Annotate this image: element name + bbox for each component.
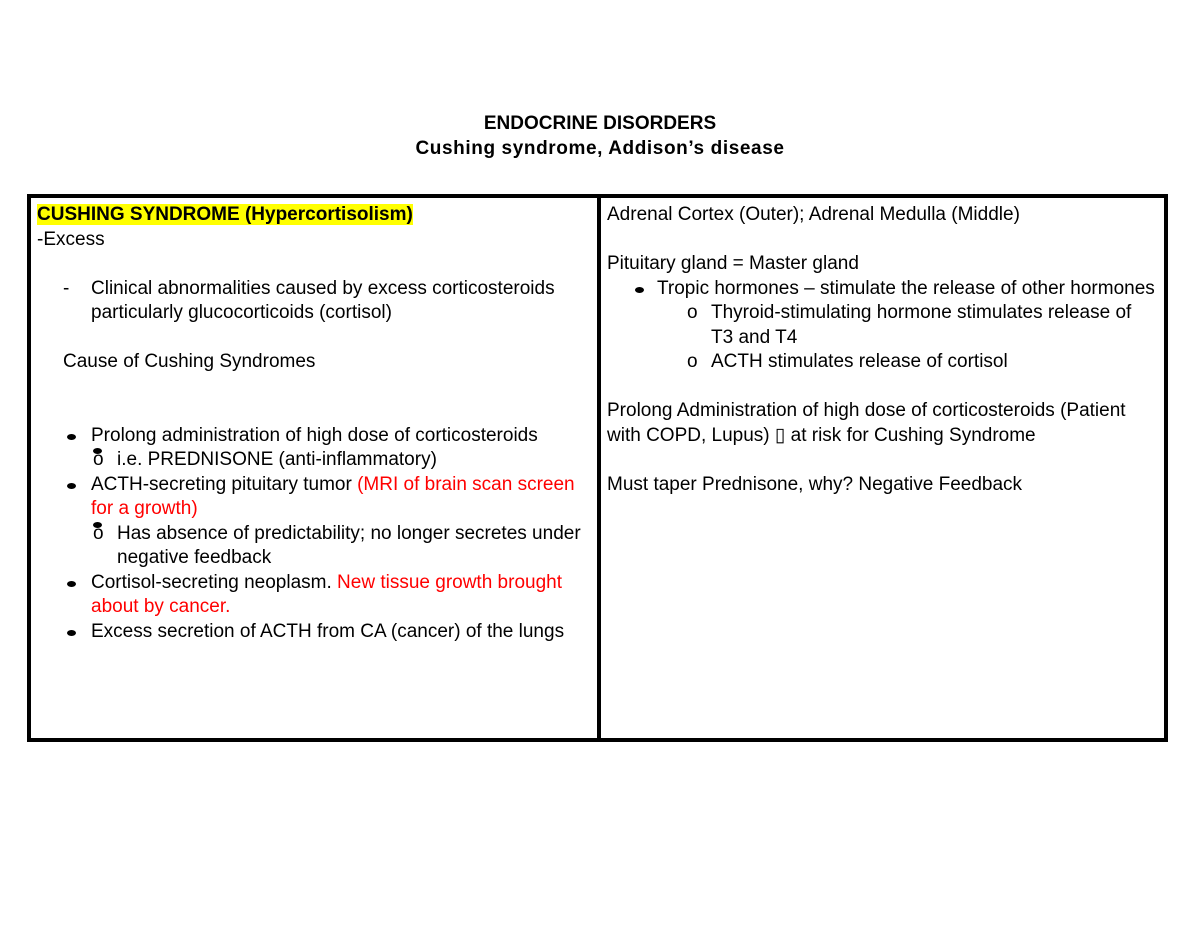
cause-sub-1 — [37, 448, 591, 473]
cause-list — [37, 424, 591, 645]
bullet-icon — [67, 483, 76, 489]
dash-marker: - — [63, 277, 70, 299]
tropic-sub-1 — [607, 301, 1158, 350]
prolong-line: Prolong Administration of high dose of corticosteroids (Patient with COPD, Lupus) ▯ at risk for Cushing Syndrome — [607, 400, 1126, 446]
cause-item-4 — [37, 620, 591, 645]
tropic-list — [607, 277, 1158, 302]
cause-sub-text-1: i.e. PREDNISONE (anti-inflammatory) — [117, 449, 437, 470]
bullet-icon — [67, 434, 76, 440]
cause-text-3: Cortisol-secreting neoplasm. — [91, 571, 338, 593]
document-header — [0, 111, 1200, 161]
cushing-heading: CUSHING SYNDROME (Hypercortisolism) — [37, 204, 413, 225]
notes-table — [27, 194, 1168, 742]
cause-note-2: (MRI of brain scan screen for a growth) — [91, 473, 575, 519]
cause-sub-2 — [37, 522, 591, 571]
dash-item-text: Clinical abnormalities caused by excess corticosteroids particularly glucocorticoids (cortisol) — [91, 277, 555, 323]
cause-item-2 — [37, 473, 591, 571]
tropic-sub-text-1: Thyroid-stimulating hormone stimulates release of T3 and T4 — [711, 302, 1132, 348]
cause-item-3 — [37, 571, 591, 620]
tropic-sub-2 — [607, 350, 1158, 375]
sub-marker: o — [93, 522, 104, 544]
dash-list — [37, 277, 591, 326]
document-subtitle: Cushing syndrome, Addison’s disease — [415, 138, 785, 159]
taper-line: Must taper Prednisone, why? Negative Feedback — [607, 473, 1023, 495]
cause-text-2: ACTH-secreting pituitary tumor — [91, 473, 358, 495]
cause-text-4: Excess secretion of ACTH from CA (cancer) of the lungs — [91, 620, 565, 642]
adrenal-line: Adrenal Cortex (Outer); Adrenal Medulla (Middle) — [607, 204, 1020, 225]
tropic-sub-list — [607, 301, 1158, 375]
right-column — [601, 198, 1164, 738]
cause-sub-text-2: Has absence of predictability; no longer secretes under negative feedback — [117, 522, 581, 568]
left-column — [31, 198, 601, 738]
tropic-text: Tropic hormones – stimulate the release of other hormones — [657, 277, 1155, 299]
excess-line: -Excess — [37, 228, 105, 250]
pituitary-line: Pituitary gland = Master gland — [607, 253, 859, 274]
bullet-icon — [635, 287, 644, 293]
cause-note-3: New tissue growth brought about by cancer. — [91, 571, 562, 617]
cause-text-1: Prolong administration of high dose of corticosteroids — [91, 424, 538, 446]
bullet-icon — [67, 630, 76, 636]
bullet-icon — [67, 581, 76, 587]
sub-marker: o — [93, 449, 104, 470]
dash-item — [37, 277, 591, 326]
cause-heading: Cause of Cushing Syndromes — [63, 351, 316, 372]
document-title: ENDOCRINE DISORDERS — [483, 113, 717, 134]
tropic-item — [607, 277, 1158, 302]
sub-marker: o — [687, 302, 698, 323]
sub-marker: o — [687, 351, 698, 372]
tropic-sub-text-2: ACTH stimulates release of cortisol — [711, 351, 1008, 372]
cause-item-1 — [37, 424, 591, 473]
